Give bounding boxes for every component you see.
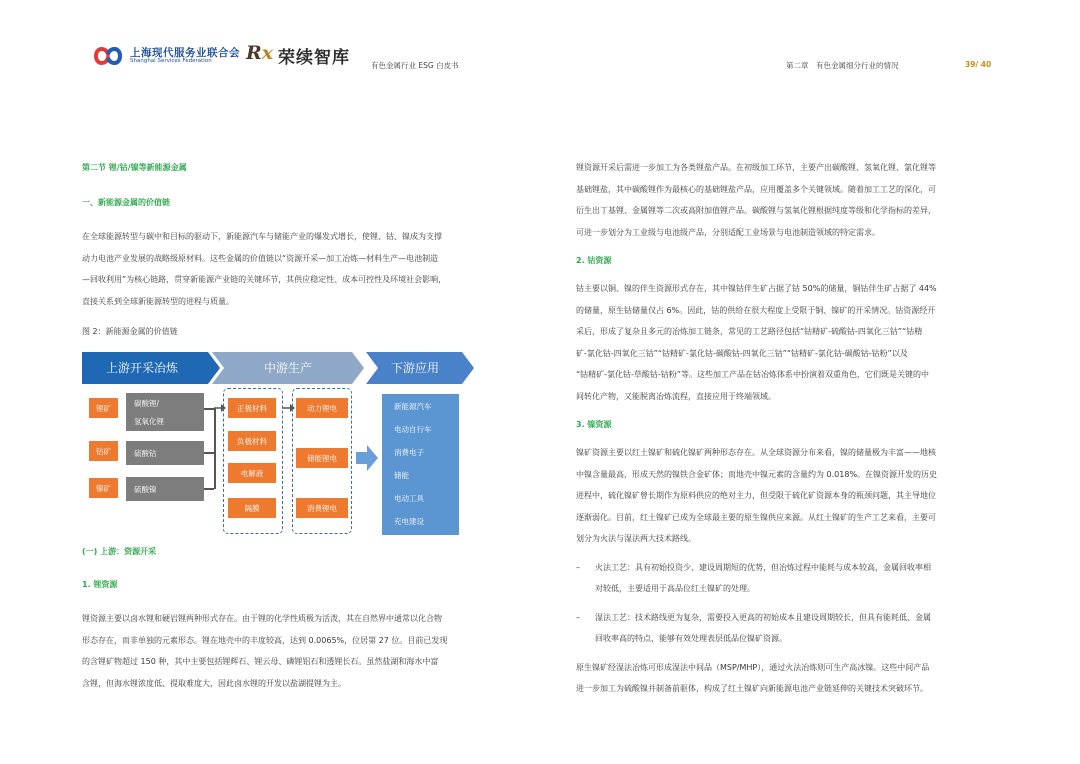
material-cathode: 正极材料	[228, 398, 276, 418]
connector-line	[214, 408, 216, 489]
ssf-logo-icon	[92, 44, 124, 68]
chapter-title: 第二章 有色金属细分行业的情况	[786, 61, 899, 70]
subsection-value-chain: 一、新能源金属的价值链	[82, 198, 170, 207]
upstream-title: (一) 上游：资源开采	[82, 547, 157, 556]
connector-line	[204, 408, 214, 410]
value-chain-diagram	[82, 352, 476, 538]
page-number: 39/ 40	[965, 60, 992, 69]
rx-logo	[246, 40, 366, 68]
value-chain-paragraph: 在全球能源转型与碳中和目标的驱动下，新能源汽车与储能产业的爆发式增长，使锂、钴、镍成为支撑 动力电池产业发展的战略级原材料。这些金属的价值链以“资源开采—加工冶炼—材料生产—电池制造 —回收利用”为核心链路，贯穿新能源产业链的关键环节，其供应稳定性、成本可控性及环境社会影响， 直接关系到全球新能源转型的进程与质量。	[82, 232, 447, 306]
rx-logo-name: 荣续智库	[278, 48, 350, 68]
ssf-logo-name-en: Shanghai Services Federation	[130, 58, 212, 64]
nickel-title: 3. 镍资源	[576, 420, 612, 429]
app-item: 电动自行车	[394, 425, 432, 434]
compound-nickel: 硫酸镍	[126, 477, 204, 501]
left-column-top	[82, 157, 508, 343]
ssf-logo	[92, 44, 240, 68]
applications-box	[382, 394, 459, 535]
app-item: 消费电子	[394, 448, 424, 457]
app-item: 充电建设	[394, 517, 424, 526]
material-anode: 负极材料	[228, 431, 276, 451]
document-title: 有色金属行业 ESG 白皮书	[371, 61, 459, 70]
stage-upstream-label: 上游开采冶炼	[106, 361, 179, 375]
right-column	[576, 157, 1000, 700]
page-header	[0, 0, 1080, 80]
compound-cobalt: 硫酸钴	[126, 441, 204, 465]
material-electrolyte: 电解液	[228, 463, 276, 483]
connector-line	[204, 488, 214, 490]
nickel-paragraph: 镍矿资源主要以红土镍矿和硫化镍矿两种形态存在。从全球资源分布来看，镍的储量极为丰富——地核 中镍含量最高，形成天然的镍铁合金矿体；而地壳中镍元素的含量约为 0.018%。在镍资源开发的历史 进程中，硫化镍矿曾长期作为原料供应的绝对主力，但受限于硫化矿资源本身的瓶颈问题，其主导地位 逐渐弱化。目前，红土镍矿已成为全球最主要的原生镍供应来源。从红土镍矿的生产工艺来看，主要可 划分为火法与湿法两大技术路线。	[576, 448, 938, 543]
left-column-bottom	[82, 541, 508, 694]
stage-downstream-label: 下游应用	[391, 361, 440, 375]
big-right-arrow-icon	[356, 445, 378, 471]
battery-power: 动力锂电	[296, 398, 348, 418]
battery-storage: 储能锂电	[296, 448, 348, 468]
section-title: 第二节 锂/钴/镍等新能源金属	[82, 163, 187, 172]
cobalt-paragraph: 钴主要以铜、镍的伴生资源形式存在，其中镍钴伴生矿占据了钴 50%的储量，铜钴伴生矿占据了 44% 的储量，原生钴储量仅占 6%。因此，钴的供给在很大程度上受限于铜、镍矿的开采情况。钴资源经开 采后，形成了复杂且多元的冶炼加工链条，常见的工艺路径包括“钴精矿-硫酸钴-四氧化三钴”“钴精 矿-氯化钴-四氧化三钴”“钴精矿-氯化钴-碳酸钴-四氧化三钴”“钴精矿-氯化钴-碳酸钴-钴粉”以及 “钴精矿-氯化钴-草酸钴-钴粉”等。这些加工产品在钴冶炼体系中扮演着双重角色，它们既是关键的中 间转化产物，又能脱离冶炼流程，直接应用于终端领域。	[576, 284, 937, 401]
lithium-processing-paragraph: 锂资源开采后需进一步加工为各类锂盐产品。在初级加工环节，主要产出碳酸锂、氢氧化锂、氯化锂等 基础锂盐，其中碳酸锂作为最核心的基础锂盐产品，应用覆盖多个关键领域。随着加工工艺的深化，可 衍生出丁基锂、金属锂等二次或高附加值锂产品。碳酸锂与氢氧化锂根据纯度等级和化学指标的差异， 可进一步划分为工业级与电池级产品，分别适配工业场景与电池制造领域的特定需求。	[576, 163, 936, 237]
cobalt-title: 2. 钴资源	[576, 256, 612, 265]
material-separator: 隔膜	[228, 498, 276, 518]
nickel-intermediate-paragraph: 原生镍矿经湿法冶炼可形成湿法中间品（MSP/MHP），通过火法冶炼则可生产高冰镍。这些中间产品 进一步加工为硫酸镍并制备前驱体，构成了红土镍矿向新能源电池产业链延伸的关键技术突破环节。	[576, 662, 930, 693]
ore-nickel: 镍矿	[89, 478, 118, 498]
bullet-hydrometallurgy: – 湿法工艺：技术路线更为复杂，需要投入更高的初始成本且建设周期较长，但具有能耗低、金属 回收率高的特点，能够有效处理表层低品位镍矿资源。	[576, 612, 931, 643]
ore-lithium: 锂矿	[89, 398, 118, 418]
app-item: 储能	[394, 471, 409, 480]
lithium-paragraph: 锂资源主要以卤水锂和硬岩锂两种形式存在。由于锂的化学性质极为活泼，其在自然界中通常以化合物 形态存在，而非单独的元素形态。锂在地壳中的丰度较高，达到 0.0065%，位居第 27 位。目前已发现 的含锂矿物超过 150 种，其中主要包括锂辉石、锂云母、磷锂铝石和透锂长石。虽然盐湖和海水中富 含锂，但海水锂浓度低、提取难度大，因此卤水锂的开发以盐湖提锂为主。	[82, 614, 448, 688]
ore-cobalt: 钴矿	[89, 441, 118, 461]
figure-caption: 图 2：新能源金属的价值链	[82, 327, 178, 336]
battery-consumer: 消费锂电	[296, 498, 348, 518]
lithium-title: 1. 锂资源	[82, 580, 118, 589]
compound-lithium: 碳酸锂/ 氢氧化锂	[126, 393, 204, 431]
stage-midstream-label: 中游生产	[264, 361, 313, 375]
ssf-logo-name-cn: 上海现代服务业联合会	[130, 47, 240, 59]
app-item: 电动工具	[394, 494, 424, 503]
rx-logo-icon: Rx	[246, 42, 274, 64]
connector-line	[204, 452, 214, 454]
app-item: 新能源汽车	[394, 402, 432, 411]
bullet-pyrometallurgy: – 火法工艺：具有初始投资少、建设周期短的优势，但冶炼过程中能耗与成本较高，金属回收率相 对较低，主要适用于高品位红土镍矿的处理。	[576, 562, 931, 593]
